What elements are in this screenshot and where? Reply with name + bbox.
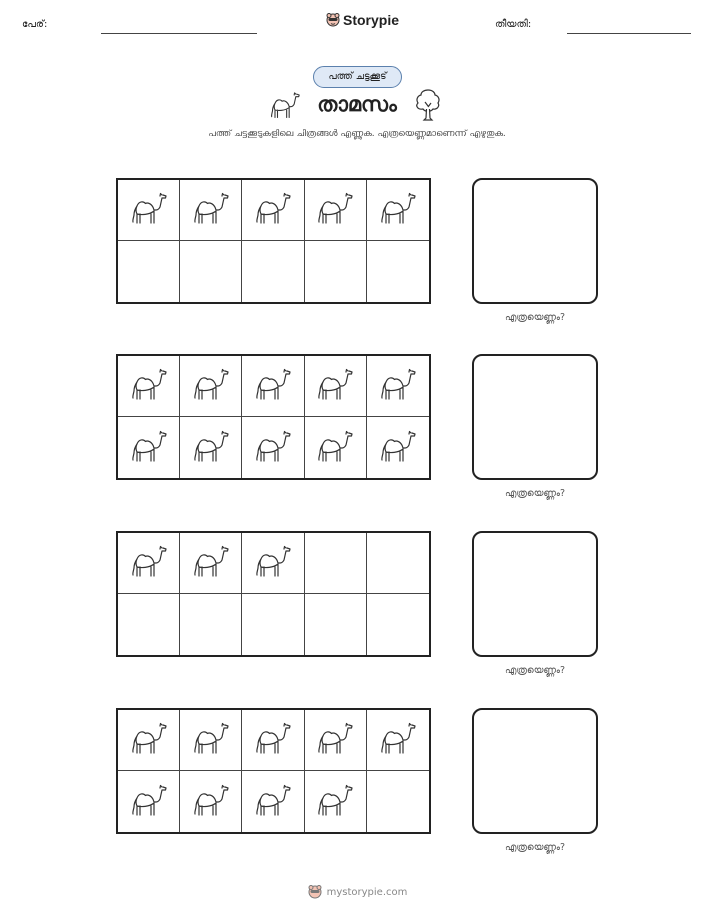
ten-frame xyxy=(116,354,431,480)
date-label: തീയതി: xyxy=(495,19,532,30)
camel-icon xyxy=(129,188,169,232)
frame-cell xyxy=(118,180,180,241)
frame-cell xyxy=(180,417,242,478)
camel-icon xyxy=(378,188,418,232)
camel-icon xyxy=(191,426,231,470)
frame-cell xyxy=(180,710,242,771)
camel-icon xyxy=(191,188,231,232)
camel-icon xyxy=(129,718,169,762)
date-line[interactable] xyxy=(567,33,691,34)
frame-cell xyxy=(242,771,304,832)
frame-cell xyxy=(180,533,242,594)
storypie-mascot-icon xyxy=(307,884,323,900)
camel-icon xyxy=(191,541,231,585)
title-row xyxy=(0,88,714,126)
frame-cell xyxy=(118,594,180,655)
frame-cell xyxy=(118,241,180,302)
frame-cell xyxy=(367,533,429,594)
frame-cell xyxy=(305,710,367,771)
frame-cell xyxy=(180,356,242,417)
ten-frame xyxy=(116,708,431,834)
frame-cell xyxy=(242,533,304,594)
brand-logo xyxy=(326,12,399,28)
frame-cell xyxy=(367,180,429,241)
camel-icon xyxy=(129,426,169,470)
frame-cell xyxy=(305,533,367,594)
frame-cell xyxy=(367,356,429,417)
camel-icon xyxy=(253,780,293,824)
answer-prompt: എത്രയെണ്ണം? xyxy=(504,842,566,853)
camel-icon xyxy=(315,188,355,232)
worksheet-title: താമസം xyxy=(317,92,397,116)
frame-cell xyxy=(367,771,429,832)
brand-name: Storypie xyxy=(343,12,400,28)
frame-cell xyxy=(118,417,180,478)
frame-cell xyxy=(242,417,304,478)
camel-icon xyxy=(378,718,418,762)
ten-frame xyxy=(116,178,431,304)
answer-box[interactable] xyxy=(472,708,598,834)
footer-url: mystorypie.com xyxy=(326,886,408,898)
frame-cell xyxy=(242,594,304,655)
topic-tag: പത്ത് ചട്ടക്കൂട് xyxy=(313,66,402,88)
answer-prompt: എത്രയെണ്ണം? xyxy=(504,665,566,676)
camel-icon xyxy=(315,718,355,762)
answer-box[interactable] xyxy=(472,354,598,480)
answer-prompt: എത്രയെണ്ണം? xyxy=(504,312,566,323)
camel-icon xyxy=(315,364,355,408)
frame-cell xyxy=(118,710,180,771)
frame-cell xyxy=(242,356,304,417)
camel-icon xyxy=(253,541,293,585)
camel-icon xyxy=(253,188,293,232)
camel-icon xyxy=(129,364,169,408)
camel-icon xyxy=(378,364,418,408)
camel-icon xyxy=(129,541,169,585)
frame-cell xyxy=(305,594,367,655)
frame-cell xyxy=(242,710,304,771)
frame-cell xyxy=(180,771,242,832)
camel-icon xyxy=(253,718,293,762)
frame-cell xyxy=(367,417,429,478)
camel-icon xyxy=(191,780,231,824)
camel-icon xyxy=(253,364,293,408)
answer-prompt: എത്രയെണ്ണം? xyxy=(504,488,566,499)
frame-cell xyxy=(305,180,367,241)
camel-icon xyxy=(253,426,293,470)
answer-box[interactable] xyxy=(472,178,598,304)
frame-cell xyxy=(118,356,180,417)
camel-icon xyxy=(129,780,169,824)
name-label: പേര്: xyxy=(22,19,48,30)
frame-cell xyxy=(242,180,304,241)
frame-cell xyxy=(180,594,242,655)
frame-cell xyxy=(305,356,367,417)
frame-cell xyxy=(242,241,304,302)
camel-icon xyxy=(315,426,355,470)
ten-frame xyxy=(116,531,431,657)
camel-icon xyxy=(315,780,355,824)
tree-icon xyxy=(414,88,442,122)
instructions: പത്ത് ചട്ടക്കൂടുകളിലെ ചിത്രങ്ങൾ എണ്ണുക. എത്രയെണ്ണമാണെന്ന് എഴുതുക. xyxy=(208,129,506,139)
frame-cell xyxy=(305,241,367,302)
camel-icon xyxy=(378,426,418,470)
footer xyxy=(0,884,714,900)
frame-cell xyxy=(367,241,429,302)
answer-box[interactable] xyxy=(472,531,598,657)
frame-cell xyxy=(118,771,180,832)
frame-cell xyxy=(118,533,180,594)
frame-cell xyxy=(367,710,429,771)
frame-cell xyxy=(180,180,242,241)
frame-cell xyxy=(305,417,367,478)
frame-cell xyxy=(180,241,242,302)
frame-cell xyxy=(305,771,367,832)
frame-cell xyxy=(367,594,429,655)
name-line[interactable] xyxy=(101,33,257,34)
camel-icon xyxy=(191,718,231,762)
camel-icon xyxy=(191,364,231,408)
storypie-mascot-icon xyxy=(326,12,340,28)
